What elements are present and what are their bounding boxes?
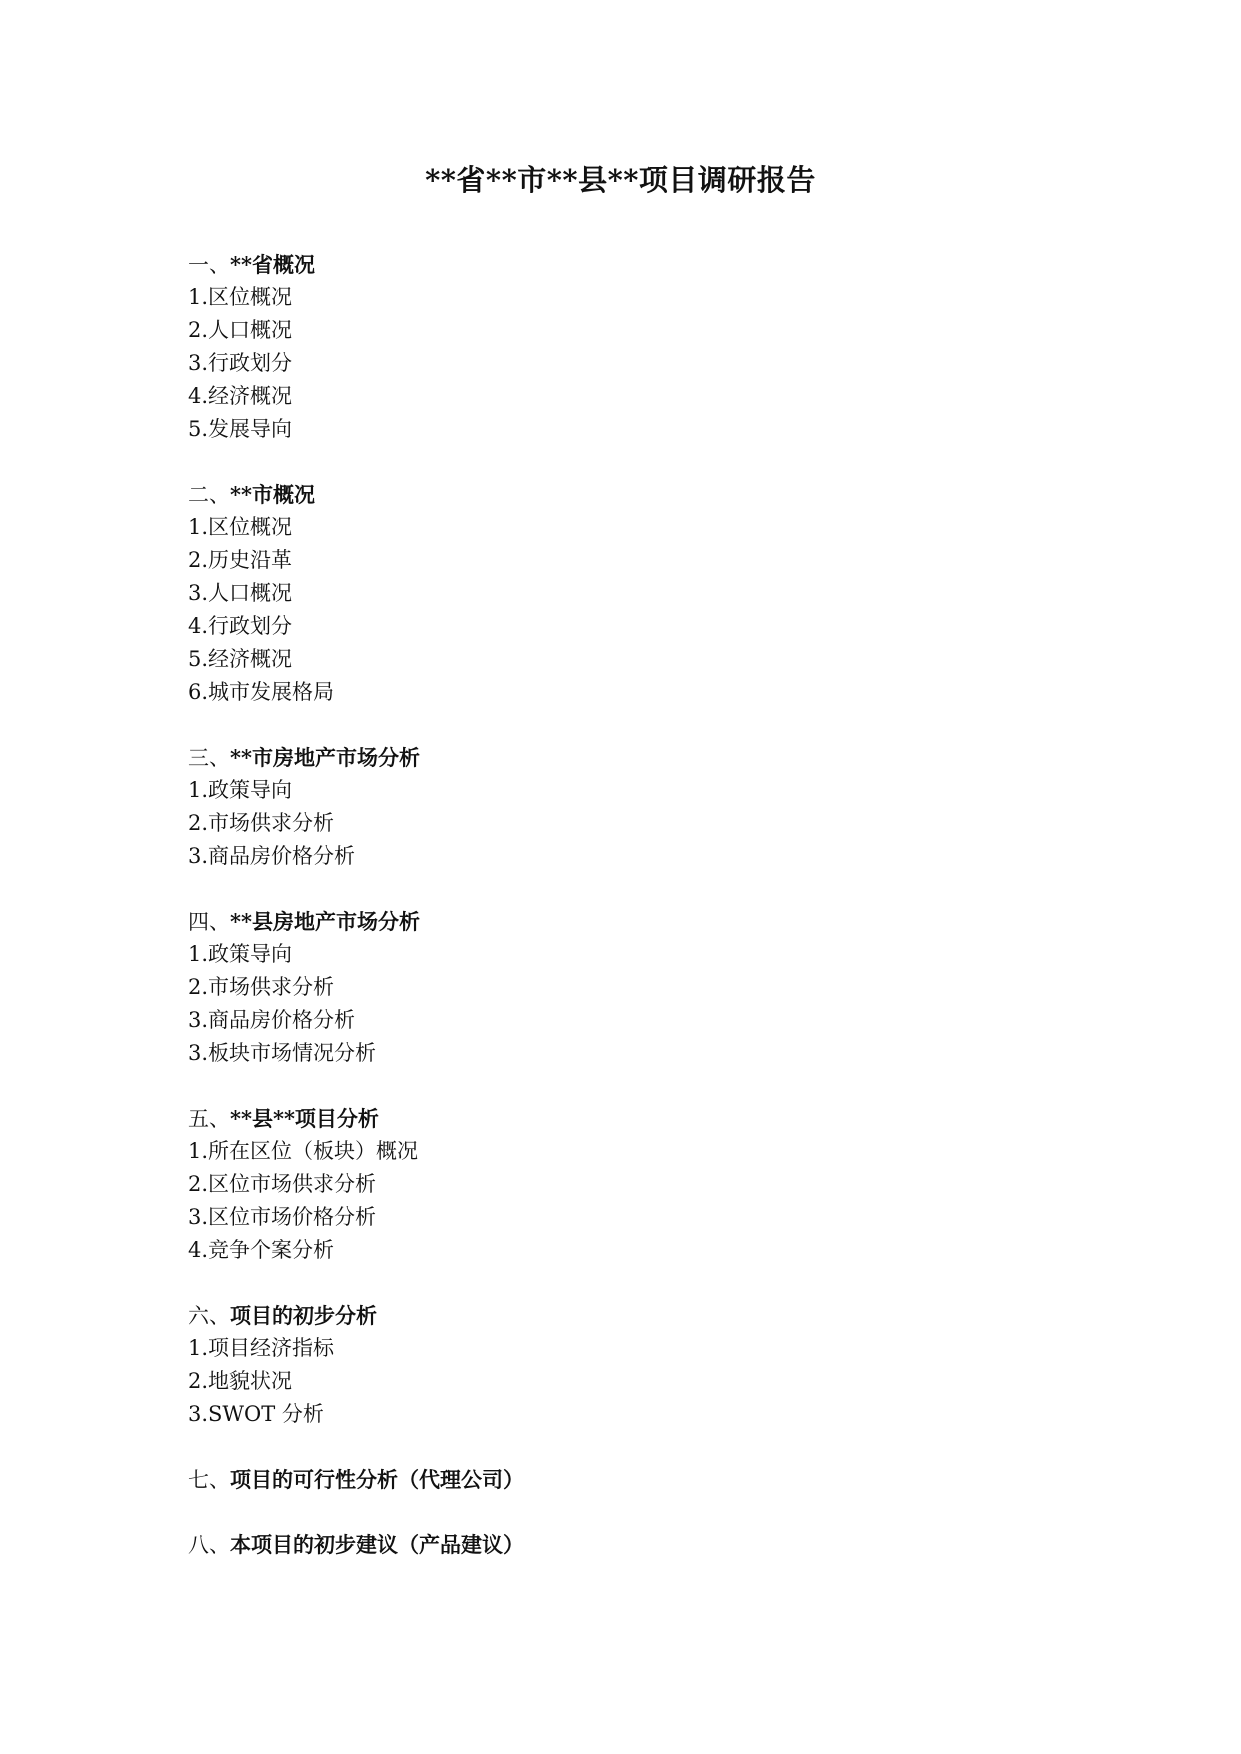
section-title: **省概况	[230, 252, 315, 277]
report-outline	[188, 248, 1088, 1593]
section-heading	[188, 905, 1088, 938]
section-8	[188, 1528, 1088, 1561]
section-number: 七、	[188, 1468, 230, 1492]
section-7	[188, 1463, 1088, 1496]
section-heading	[188, 1299, 1088, 1332]
list-item: 2.人口概况	[188, 318, 293, 342]
list-item: 2.区位市场供求分析	[188, 1172, 377, 1196]
list-item: 2.市场供求分析	[188, 811, 335, 835]
list-item: 2.历史沿革	[188, 548, 293, 572]
list-item: 1.政策导向	[188, 942, 293, 966]
section-number: 一、	[188, 253, 230, 277]
section-heading	[188, 1528, 1088, 1561]
list-item: 5.经济概况	[188, 647, 293, 671]
section-3	[188, 741, 1088, 873]
list-item: 1.区位概况	[188, 515, 293, 539]
section-number: 五、	[188, 1107, 230, 1131]
document-title: **省**市**县**项目调研报告	[425, 163, 816, 197]
list-item: 3.板块市场情况分析	[188, 1041, 377, 1065]
list-item: 3.人口概况	[188, 581, 293, 605]
section-title: **市房地产市场分析	[230, 745, 420, 770]
list-item: 2.地貌状况	[188, 1369, 293, 1393]
section-1	[188, 248, 1088, 446]
list-item: 3.商品房价格分析	[188, 1008, 356, 1032]
list-item: 4.经济概况	[188, 384, 293, 408]
section-title: **县房地产市场分析	[230, 909, 420, 934]
list-item: 2.市场供求分析	[188, 975, 335, 999]
section-number: 二、	[188, 483, 230, 507]
list-item: 1.区位概况	[188, 285, 293, 309]
section-title: 本项目的初步建议（产品建议）	[230, 1532, 524, 1557]
list-item: 6.城市发展格局	[188, 680, 335, 704]
list-item: 3.区位市场价格分析	[188, 1205, 377, 1229]
section-title: **县**项目分析	[230, 1106, 379, 1131]
section-title: 项目的初步分析	[230, 1303, 377, 1328]
section-5	[188, 1102, 1088, 1267]
list-item: 4.竞争个案分析	[188, 1238, 335, 1262]
section-title: **市概况	[230, 482, 315, 507]
list-item: 3.行政划分	[188, 351, 293, 375]
list-item: 1.政策导向	[188, 778, 293, 802]
list-item: 5.发展导向	[188, 417, 293, 441]
section-heading	[188, 248, 1088, 281]
list-item: 4.行政划分	[188, 614, 293, 638]
section-2	[188, 478, 1088, 709]
section-number: 六、	[188, 1304, 230, 1328]
section-number: 三、	[188, 746, 230, 770]
section-heading	[188, 478, 1088, 511]
section-title: 项目的可行性分析（代理公司）	[230, 1467, 524, 1492]
section-number: 四、	[188, 910, 230, 934]
section-heading	[188, 1102, 1088, 1135]
list-item: 1.所在区位（板块）概况	[188, 1139, 419, 1163]
list-item: 3.SWOT 分析	[188, 1402, 324, 1426]
list-item: 1.项目经济指标	[188, 1336, 335, 1360]
section-heading	[188, 1463, 1088, 1496]
section-6	[188, 1299, 1088, 1431]
section-heading	[188, 741, 1088, 774]
section-number: 八、	[188, 1533, 230, 1557]
section-4	[188, 905, 1088, 1070]
list-item: 3.商品房价格分析	[188, 844, 356, 868]
